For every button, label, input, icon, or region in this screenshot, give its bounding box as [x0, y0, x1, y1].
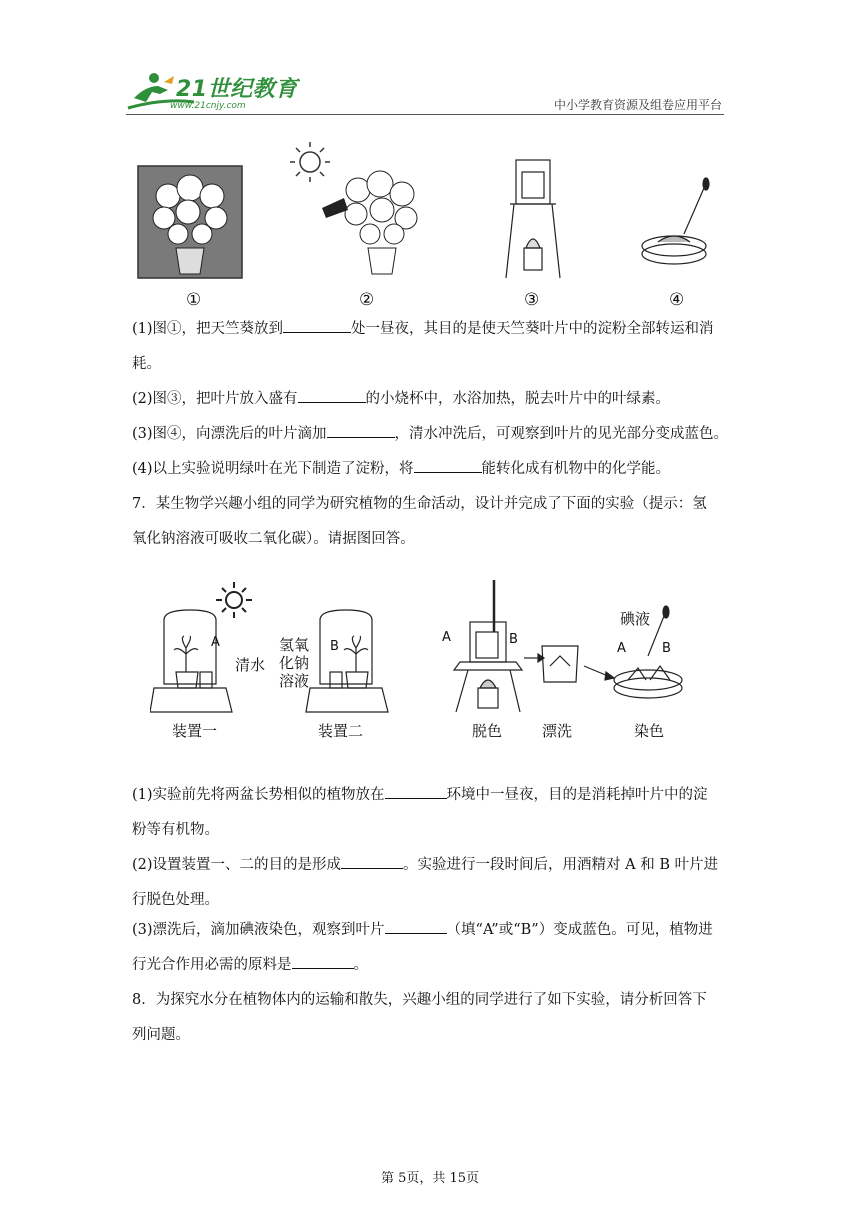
answer-blank[interactable] — [385, 918, 447, 934]
answer-blank[interactable] — [341, 853, 403, 869]
figure-label-2: ② — [359, 290, 375, 310]
logo-text: 21世纪教育 — [176, 77, 298, 102]
q7-stem: 7．某生物学兴趣小组的同学为研究植物的生命活动，设计并完成了下面的实验（提示：氢 氧化钠溶液可吸收二氧化碳）。请据图回答。 — [132, 496, 707, 547]
q6-part-2: (2)图③，把叶片放入盛有 的小烧杯中，水浴加热，脱去叶片中的叶绿素。 — [132, 382, 732, 417]
header-divider — [126, 114, 724, 115]
label-b-device2: B — [330, 639, 339, 654]
label-a-device1: A — [211, 635, 220, 650]
page-number: 第 5页，共 15页 — [380, 1171, 480, 1186]
caption-stain: 染色 — [634, 722, 665, 740]
q8-stem: 8．为探究水分在植物体内的运输和散失，兴趣小组的同学进行了如下实验，请分析回答下 列问题。 — [132, 992, 707, 1043]
rinse-beaker-illustration — [524, 646, 614, 682]
q7-part-2: (2)设置装置一、二的目的是形成 。实验进行一段时间后，用酒精对 A 和 B 叶片进 行脱色处理。 — [132, 848, 732, 918]
q7-part-1: (1)实验前先将两盆长势相似的植物放在 环境中一昼夜，目的是消耗掉叶片中的淀 粉等有机物。 — [132, 778, 732, 848]
figure-co2-experiment — [150, 576, 690, 726]
caption-device-one: 装置一 — [172, 722, 218, 740]
q6-part-4: (4)以上实验说明绿叶在光下制造了淀粉，将 能转化成有机物中的化学能。 — [132, 452, 732, 487]
dark-box-plant-illustration — [138, 166, 242, 278]
figure-label-1: ① — [186, 290, 202, 310]
label-naoh: 氢氧 化钠 溶液 — [279, 636, 310, 690]
caption-rinse: 漂洗 — [542, 722, 573, 740]
answer-blank[interactable] — [283, 317, 351, 333]
label-a-decolor: A — [442, 630, 451, 645]
sun-plant-illustration — [290, 142, 417, 274]
petri-dish-dropper-illustration — [642, 178, 709, 264]
q6-part-3: (3)图④，向漂洗后的叶片滴加 ，清水冲洗后，可观察到叶片的见光部分变成蓝色。 — [132, 417, 732, 452]
label-a-stain: A — [617, 641, 626, 656]
platform-title: 中小学教育资源及组卷应用平台 — [553, 98, 722, 112]
caption-device-two: 装置二 — [318, 722, 364, 740]
answer-blank[interactable] — [298, 387, 366, 403]
answer-blank[interactable] — [414, 457, 482, 473]
device-one-illustration — [150, 610, 232, 712]
answer-blank[interactable] — [292, 953, 354, 969]
answer-blank[interactable] — [327, 422, 395, 438]
label-b-decolor: B — [509, 632, 518, 647]
label-b-stain: B — [662, 641, 671, 656]
q7-part-3: (3)漂洗后，滴加碘液染色，观察到叶片 （填“A”或“B”）变成蓝色。可见，植物进 行光合作用必需的原料是 。 — [132, 913, 732, 983]
device-two-illustration — [306, 610, 388, 712]
sun-icon — [216, 582, 252, 618]
label-iodine: 碘液 — [620, 610, 651, 628]
figure-label-3: ③ — [524, 290, 540, 310]
water-bath-illustration — [506, 160, 560, 278]
caption-decolor: 脱色 — [472, 722, 503, 740]
figure-label-4: ④ — [669, 290, 685, 310]
logo-url: www.21cnjy.com — [170, 101, 246, 111]
answer-blank[interactable] — [385, 783, 447, 799]
figure-starch-experiment — [130, 138, 710, 288]
label-water: 清水 — [235, 656, 266, 674]
q6-part-1: (1)图①，把天竺葵放到 处一昼夜，其目的是使天竺葵叶片中的淀粉全部转运和消 耗。 — [132, 312, 732, 382]
